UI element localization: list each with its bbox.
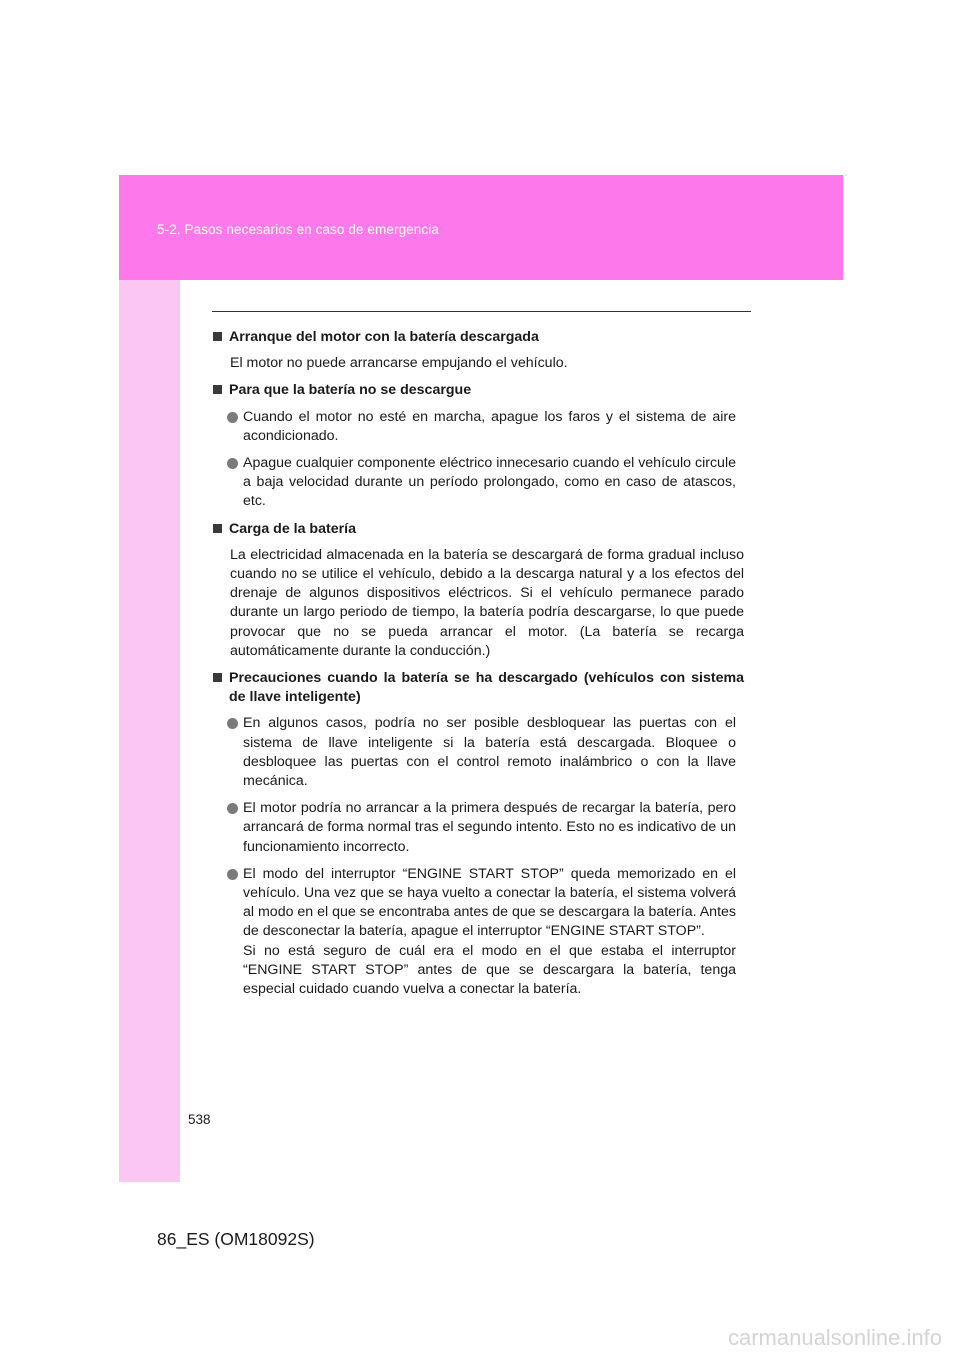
heading-text: Arranque del motor con la batería descargada	[229, 329, 539, 345]
top-rule	[212, 311, 751, 312]
section-paragraph: La electricidad almacenada en la batería se descargará de forma gradual incluso cuando no se utilice el vehículo, debido a la descarga natural y a los efectos del drenaje de algunos dispositivos eléctricos. Si el vehículo permanece parado durante un largo periodo de tiempo, la batería podría descargarse, lo que puede provocar que no se pueda arrancar el motor. (La batería se recarga automáticamente durante la conducción.)	[230, 546, 744, 659]
circle-bullet-icon	[227, 458, 238, 469]
square-bullet-icon	[213, 673, 222, 682]
list-item-text: El modo del interruptor “ENGINE START STOP” queda memorizado en el vehículo. Una vez que se haya vuelto a conectar la batería, el sistema volverá al modo en el que se encontraba antes de que se descargara la batería. Antes de desconectar la batería, apague el interruptor “ENGINE START STOP”.	[243, 865, 736, 940]
list-item-text: En algunos casos, podría no ser posible desbloquear las puertas con el sistema de llave inteligente si la batería está descargada. Bloquee o desbloquee las puertas con el control remoto inalámbrico o con la llave mecánica.	[243, 715, 736, 790]
section-heading	[213, 520, 744, 539]
list-item-text: Cuando el motor no esté en marcha, apague los faros y el sistema de aire acondicionado.	[243, 408, 736, 444]
circle-bullet-icon	[227, 803, 238, 814]
page-content	[213, 328, 744, 1007]
list-item-text: Apague cualquier componente eléctrico innecesario cuando el vehículo circule a baja velocidad durante un período prolongado, como en caso de atascos, etc.	[243, 455, 736, 510]
list-item	[213, 799, 736, 857]
heading-text: Carga de la batería	[229, 520, 356, 537]
list-item	[213, 408, 736, 446]
section-heading	[213, 669, 744, 707]
square-bullet-icon	[213, 385, 222, 394]
square-bullet-icon	[213, 332, 222, 341]
square-bullet-icon	[213, 524, 222, 533]
circle-bullet-icon	[227, 718, 238, 729]
heading-text: Para que la batería no se descargue	[229, 382, 472, 399]
footer-code: 86_ES (OM18092S)	[157, 1229, 315, 1249]
list-item	[213, 714, 736, 791]
section-paragraph: El motor no puede arrancarse empujando el vehículo.	[230, 355, 568, 372]
circle-bullet-icon	[227, 412, 238, 423]
list-item-text: El motor podría no arrancar a la primera después de recargar la batería, pero arrancará de forma normal tras el segundo intento. Esto no es indicativo de un funcionamiento incorrecto.	[243, 800, 736, 855]
page-number: 538	[188, 1112, 211, 1127]
list-item	[213, 865, 736, 999]
watermark: carmanualsonline.info	[727, 1325, 942, 1350]
section-heading	[213, 381, 744, 400]
section-heading	[213, 328, 744, 347]
list-item-continuation: Si no está seguro de cuál era el modo en el que estaba el interruptor “ENGINE START STOP” antes de que se descargara la batería, tenga especial cuidado cuando vuelva a conectar la batería.	[243, 942, 736, 998]
heading-text: Precauciones cuando la batería se ha descargado (vehículos con sistema de llave inteligente)	[229, 670, 744, 706]
section-title: 5-2. Pasos necesarios en caso de emergencia	[157, 222, 439, 237]
list-item	[213, 454, 736, 512]
circle-bullet-icon	[227, 869, 238, 880]
